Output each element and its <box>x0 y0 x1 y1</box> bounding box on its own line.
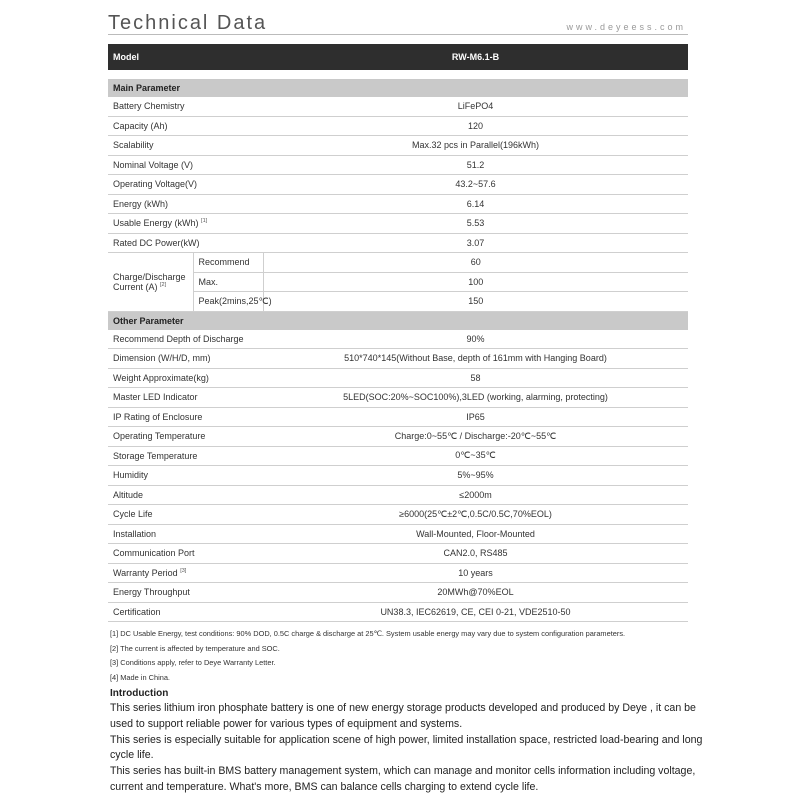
row-label: Master LED Indicator <box>113 392 198 403</box>
table-row <box>108 446 688 466</box>
row-value: 20MWh@70%EOL <box>263 583 688 603</box>
footnote: [1] DC Usable Energy, test conditions: 90% DOD, 0.5C charge & discharge at 25℃. System usable energy may vary due to system configuration parameters. <box>110 629 626 638</box>
row-value: 0℃~35℃ <box>263 446 688 466</box>
row-label-cell <box>108 505 263 525</box>
table-row <box>108 563 688 583</box>
table-row <box>108 602 688 622</box>
table-row <box>108 116 688 136</box>
row-value: 10 years <box>263 563 688 583</box>
row-value: 43.2~57.6 <box>263 175 688 195</box>
row-label: Altitude <box>113 489 144 500</box>
row-value: ≥6000(25℃±2℃,0.5C/0.5C,70%EOL) <box>263 505 688 525</box>
row-label: IP Rating of Enclosure <box>113 411 203 422</box>
table-row <box>108 292 688 312</box>
introduction-body <box>110 701 710 796</box>
row-label-cell <box>108 388 263 408</box>
model-row <box>108 44 688 70</box>
row-value: 5LED(SOC:20%~SOC100%),3LED (working, alarming, protecting) <box>263 388 688 408</box>
intro-paragraph: This series lithium iron phosphate battery is one of new energy storage products developed and produced by Deye , it can be used to support reliable power for various types of equipment and systems. <box>110 702 696 730</box>
table-row <box>108 214 688 234</box>
row-label-cell <box>108 466 263 486</box>
table-row <box>108 253 688 273</box>
row-value: ≤2000m <box>263 485 688 505</box>
section-header-main <box>108 79 688 97</box>
table-row <box>108 97 688 116</box>
sub-label: Max. <box>193 272 263 292</box>
row-label: Cycle Life <box>113 509 153 520</box>
row-value: 51.2 <box>263 155 688 175</box>
row-label-cell <box>108 136 263 156</box>
row-label-cell <box>108 485 263 505</box>
intro-paragraph: This series is especially suitable for application scene of high power, limited installation space, restricted load-bearing and long cycle life. <box>110 733 703 762</box>
row-label-cell <box>108 544 263 564</box>
footnotes <box>110 627 700 685</box>
table-row <box>108 485 688 505</box>
row-label-cell <box>108 407 263 427</box>
row-label-cell <box>108 427 263 447</box>
row-value: 5.53 <box>263 214 688 234</box>
row-label-cell <box>108 583 263 603</box>
introduction-heading: Introduction <box>110 688 169 699</box>
row-label: Warranty Period <box>113 567 178 578</box>
row-label-cell <box>108 116 263 136</box>
row-label-cell <box>108 602 263 622</box>
row-value: 100 <box>263 272 688 292</box>
row-value: 58 <box>263 368 688 388</box>
sub-label: Recommend <box>193 253 263 273</box>
row-label: Communication Port <box>113 548 195 559</box>
row-value: 3.07 <box>263 233 688 253</box>
row-label: Rated DC Power(kW) <box>113 237 200 248</box>
row-value: Wall-Mounted, Floor-Mounted <box>263 524 688 544</box>
row-label: Nominal Voltage (V) <box>113 159 194 170</box>
group-label: Charge/Discharge Current (A) <box>113 271 186 292</box>
model-value: RW-M6.1-B <box>263 44 688 70</box>
row-value: CAN2.0, RS485 <box>263 544 688 564</box>
row-label-cell <box>108 524 263 544</box>
table-row <box>108 330 688 349</box>
table-row <box>108 583 688 603</box>
table-row <box>108 194 688 214</box>
table-row <box>108 175 688 195</box>
row-label: Humidity <box>113 470 149 481</box>
row-label: Scalability <box>113 140 154 151</box>
section-title-main: Main Parameter <box>108 79 688 97</box>
page-header <box>108 10 688 40</box>
row-label: Installation <box>113 528 157 539</box>
row-value: 90% <box>263 330 688 349</box>
sub-label: Peak(2mins,25℃) <box>193 292 263 312</box>
row-value: 5%~95% <box>263 466 688 486</box>
table-row <box>108 388 688 408</box>
footnote: [4] Made in China. <box>110 672 170 682</box>
footnote-ref: [2] <box>160 281 167 288</box>
row-value: UN38.3, IEC62619, CE, CEI 0-21, VDE2510-50 <box>263 602 688 622</box>
technical-data-table <box>108 44 688 622</box>
row-label-cell <box>108 368 263 388</box>
table-row <box>108 272 688 292</box>
row-label-cell <box>108 446 263 466</box>
table-row <box>108 524 688 544</box>
table-row <box>108 544 688 564</box>
footnote-ref: [3] <box>180 567 187 574</box>
row-label-cell <box>108 97 263 116</box>
row-label: Energy Throughput <box>113 587 190 598</box>
document-title: Technical Data <box>108 12 268 34</box>
row-label-cell <box>108 563 263 583</box>
row-label-cell <box>108 233 263 253</box>
row-label-cell <box>108 194 263 214</box>
row-label: Capacity (Ah) <box>113 120 168 131</box>
section-title-other: Other Parameter <box>108 311 688 330</box>
table-row <box>108 368 688 388</box>
section-header-other <box>108 311 688 330</box>
row-value: LiFePO4 <box>263 97 688 116</box>
row-label-cell <box>108 175 263 195</box>
table-row <box>108 136 688 156</box>
table-row <box>108 155 688 175</box>
row-label-cell <box>108 349 263 369</box>
row-label: Energy (kWh) <box>113 198 169 209</box>
footnote-ref: [1] <box>201 218 208 225</box>
footnote: [3] Conditions apply, refer to Deye Warranty Letter. <box>110 658 276 667</box>
row-label-cell <box>108 214 263 234</box>
group-label-cell <box>108 253 193 312</box>
row-value: IP65 <box>263 407 688 427</box>
website-url: www.deyeess.com <box>566 22 686 32</box>
table-row <box>108 427 688 447</box>
row-label: Recommend Depth of Discharge <box>113 333 244 344</box>
table-row <box>108 407 688 427</box>
row-value: 6.14 <box>263 194 688 214</box>
table-row <box>108 349 688 369</box>
row-value: Charge:0~55℃ / Discharge:-20℃~55℃ <box>263 427 688 447</box>
table-row <box>108 505 688 525</box>
row-label: Certification <box>113 606 161 617</box>
introduction-section <box>110 686 710 796</box>
row-value: 510*740*145(Without Base, depth of 161mm with Hanging Board) <box>263 349 688 369</box>
row-label: Weight Approximate(kg) <box>113 372 209 383</box>
table-row <box>108 466 688 486</box>
intro-paragraph: This series has built-in BMS battery management system, which can manage and monitor cells information including voltage, current and temperature. What's more, BMS can balance cells charging to extend cycle life. <box>110 765 696 793</box>
row-value: 150 <box>263 292 688 312</box>
table-row <box>108 233 688 253</box>
row-label: Storage Temperature <box>113 450 198 461</box>
row-value: Max.32 pcs in Parallel(196kWh) <box>263 136 688 156</box>
row-label: Operating Temperature <box>113 431 206 442</box>
row-label: Battery Chemistry <box>113 101 185 112</box>
row-label: Usable Energy (kWh) <box>113 218 199 229</box>
row-label: Dimension (W/H/D, mm) <box>113 353 211 364</box>
row-label-cell <box>108 330 263 349</box>
row-value: 120 <box>263 116 688 136</box>
footnote: [2] The current is affected by temperature and SOC. <box>110 643 280 653</box>
row-label-cell <box>108 155 263 175</box>
header-divider <box>108 34 688 35</box>
row-value: 60 <box>263 253 688 273</box>
table-spacer <box>108 70 688 79</box>
model-label: Model <box>108 44 263 70</box>
row-label: Operating Voltage(V) <box>113 179 198 190</box>
